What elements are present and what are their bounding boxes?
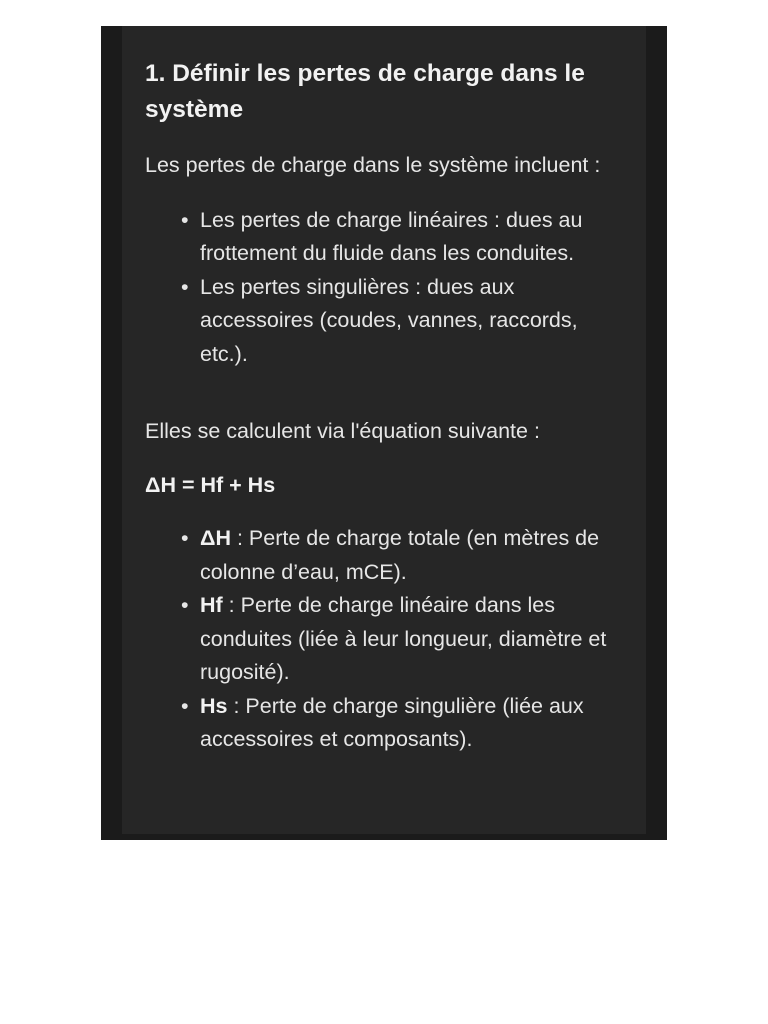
bullet-icon: •	[181, 693, 189, 718]
content-card	[122, 26, 646, 834]
definition-term: ΔH	[200, 526, 231, 550]
list-item	[181, 690, 624, 757]
list-item-text: Les pertes singulières : dues aux accessoires (coudes, vannes, raccords, etc.).	[200, 274, 578, 366]
definition-text: : Perte de charge singulière (liée aux accessoires et composants).	[200, 693, 584, 751]
definitions-list	[145, 522, 624, 757]
section-title: 1. Définir les pertes de charge dans le système	[145, 60, 585, 123]
list-item-text: Les pertes de charge linéaires : dues au frottement du fluide dans les conduites.	[200, 207, 583, 265]
bullet-icon: •	[181, 593, 189, 617]
bullet-icon: •	[181, 526, 189, 550]
list-item	[181, 589, 624, 690]
bullet-icon: •	[181, 207, 189, 232]
list-item	[181, 271, 624, 372]
loss-types-list	[145, 204, 624, 372]
definition-text: : Perte de charge linéaire dans les conduites (liée à leur longueur, diamètre et rugosité).	[200, 593, 607, 684]
intro-paragraph: Les pertes de charge dans le système incluent :	[145, 153, 601, 177]
bullet-icon: •	[181, 274, 189, 299]
definition-text: : Perte de charge totale (en mètres de colonne d’eau, mCE).	[200, 526, 600, 584]
definition-term: Hs	[200, 693, 228, 718]
calc-paragraph: Elles se calculent via l'équation suivante :	[145, 419, 540, 443]
definition-term: Hf	[200, 593, 223, 617]
list-item	[181, 204, 624, 271]
equation: ΔH = Hf + Hs	[145, 472, 276, 497]
list-item	[181, 522, 624, 589]
